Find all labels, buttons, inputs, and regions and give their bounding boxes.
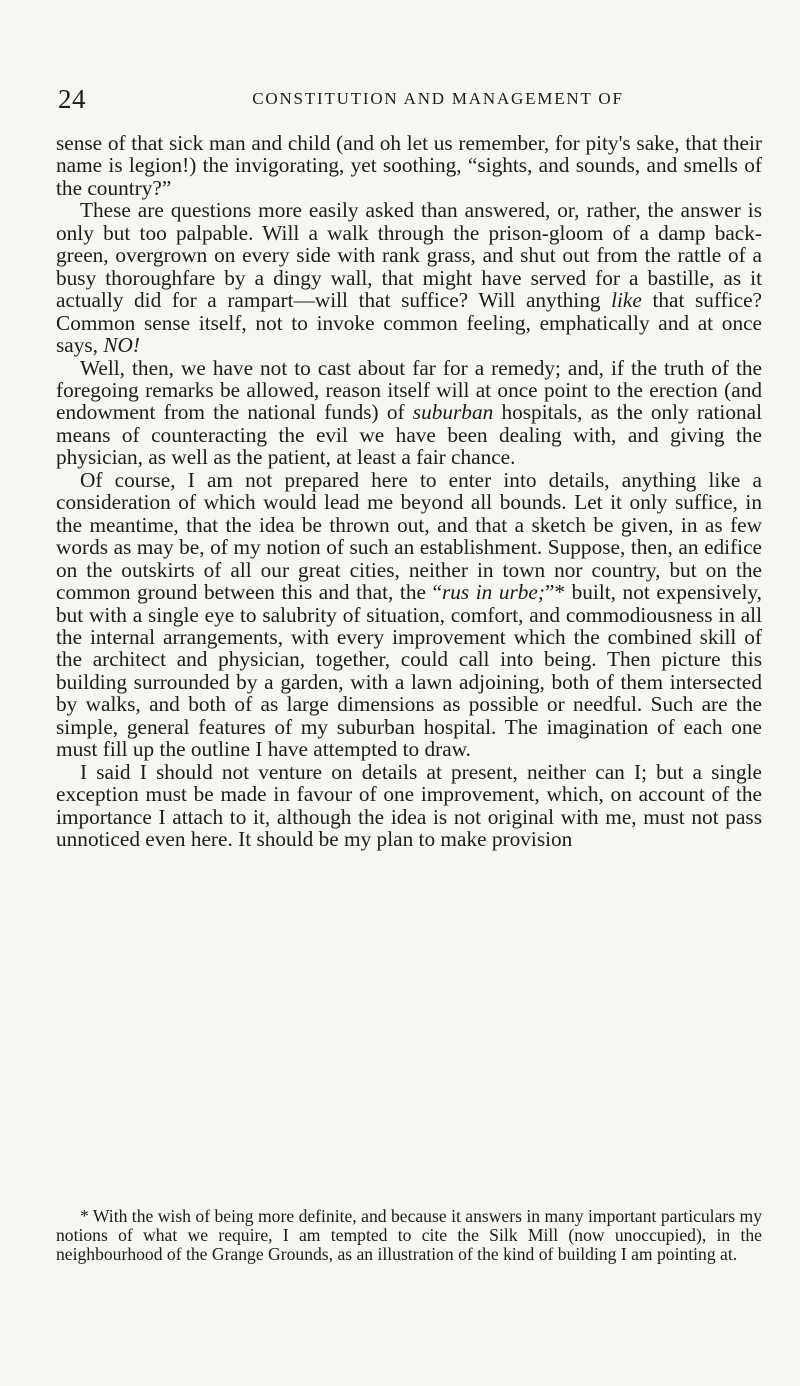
paragraph-text: Of course, I am not prepared here to enter into details, anything like a consideration of which would lead me beyond all bounds. Let it only suffice, in the meantime, that the idea be thrown out, and that a sketch be given, in as few words as may be, of my notion of such an establishment. Suppose, then, an edifice on the outskirts of all our great cities, neither in town nor country, but on the common ground between this and that, the “ (56, 467, 762, 605)
italic-text: like (611, 288, 642, 313)
paragraph-text: ”* built, not expensively, but with a single eye to salubrity of situation, comfort, and commodiousness in all the internal arrangements, with every improvement which the combined skill of the architect and physician, together, could call into being. Then picture this building surrounded by a garden, with a lawn adjoining, both of them intersected by walks, and both of as large dimensions as possible or needful. Such are the simple, general features of my suburban hospital. The imagination of each one must fill up the outline I have attempted to draw. (56, 580, 762, 762)
paragraph (56, 469, 762, 761)
body-text (56, 132, 762, 851)
paragraph (56, 132, 762, 199)
italic-text: NO! (103, 333, 141, 358)
paragraph-text: that suffice? Common sense itself, not to invoke common feeling, emphatically and at once says, (56, 288, 762, 358)
paragraph-text: I said I should not venture on details at present, neither can I; but a single exception must be made in favour of one improvement, which, on account of the importance I attach to it, although the idea is not original with me, must not pass unnoticed even here. It should be my plan to make provision (56, 759, 762, 852)
paragraph-text: These are questions more easily asked than answered, or, rather, the answer is only but too palpable. Will a walk through the prison-gloom of a damp back-green, overgrown on every side with rank grass, and shut out from the rattle of a busy thoroughfare by a dingy wall, that might have served for a bastille, as it actually did for a rampart—will that suffice? Will anything (56, 198, 762, 313)
paragraph-text: hospitals, as the only rational means of counteracting the evil we have been dealing with, and giving the physician, as well as the patient, at least a fair chance. (56, 400, 762, 470)
paragraph-text: Well, then, we have not to cast about far for a remedy; and, if the truth of the foregoing remarks be allowed, reason itself will at once point to the erection (and endowment from the national funds) of (56, 355, 762, 425)
footnote (56, 1207, 762, 1265)
paragraph-text: sense of that sick man and child (and oh let us remember, for pity's sake, that their name is legion!) the invigorating, yet soothing, “sights, and sounds, and smells of the country?” (56, 131, 762, 200)
running-head: CONSTITUTION AND MANAGEMENT OF (252, 89, 624, 108)
footnote-text: * With the wish of being more definite, and because it answers in many important particulars my notions of what we require, I am tempted to cite the Silk Mill (now unoccupied), in the neighbourhood of the Grange Grounds, as an illustration of the kind of building I am pointing at. (56, 1206, 762, 1265)
page-number: 24 (58, 84, 86, 114)
paragraph (56, 199, 762, 356)
italic-text: rus in urbe; (441, 580, 545, 605)
italic-text: suburban (412, 400, 494, 425)
page-header (58, 78, 758, 112)
paragraph (56, 357, 762, 469)
paragraph (56, 761, 762, 851)
